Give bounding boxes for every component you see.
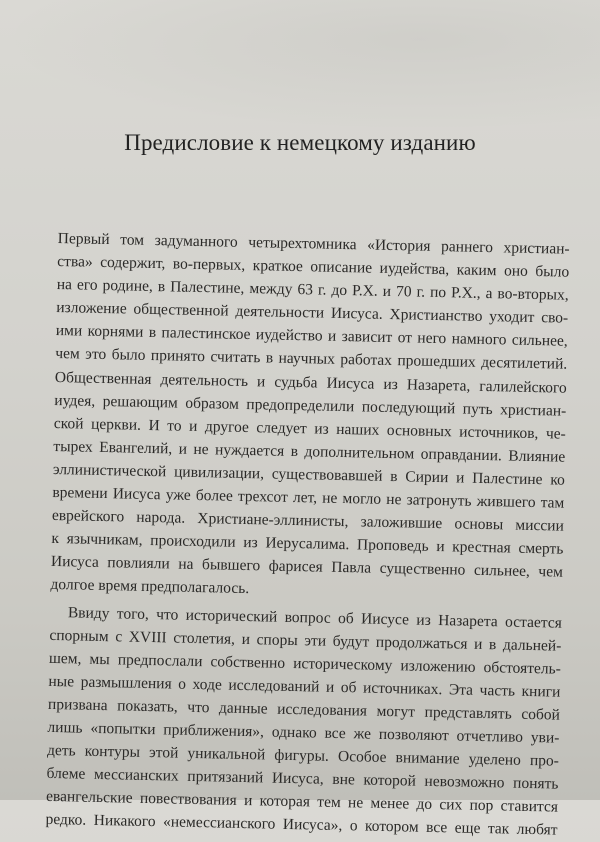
text-line: редко. Никакого «немессианского Иисуса», о котором все еще так любят bbox=[45, 811, 558, 839]
text-line: Первый том задуманного четырехтомника «История раннего христиан- bbox=[57, 229, 570, 258]
text-line: Общественная деятельность и судьба Иисуса из Назарета, галилейского bbox=[54, 368, 567, 397]
text-line: иудея, решающим образом предопределили последующий путь христиан- bbox=[54, 391, 567, 420]
text-line: долгое время предполагалось. bbox=[50, 576, 250, 598]
text-line: Ввиду того, что исторический вопрос об Иисусе из Назарета остается bbox=[67, 603, 563, 632]
body-text bbox=[45, 227, 570, 842]
text-line: шем, мы предпослали собственно историческому изложению обстоятель- bbox=[48, 649, 562, 678]
text-line: на его родине, в Палестине, между 63 г. до Р.Х. и 70 г. по Р.Х., а во-вторых, bbox=[56, 276, 569, 304]
text-line: еврейского народа. Христиане-эллинисты, заложившие основы миссии bbox=[51, 507, 565, 535]
text-line: призвана показать, что данные исследования могут представлять собой bbox=[47, 695, 561, 724]
text-line: чем это было принято считать в научных работах прошедших десятилетий. bbox=[55, 345, 568, 374]
text-line: изложение общественной деятельности Иисуса. Христианство уходит сво- bbox=[56, 299, 569, 327]
bleed-through-shadow bbox=[0, 0, 600, 130]
text-line: лишь «попытки приближения», однако все же позволяют отчетливо уви- bbox=[47, 718, 560, 747]
text-line: евангельские повествования и которая тем не менее до сих пор ставится bbox=[45, 788, 559, 816]
text-line: ской церкви. И то и другое следует из наших основных источников, че- bbox=[53, 414, 566, 443]
text-line: ими корнями в палестинское иудейство и зависит от него намного сильнее, bbox=[55, 322, 568, 351]
text-line: к язычникам, происходили из Иерусалима. Проповедь и крестная смерть bbox=[51, 530, 564, 558]
page-title: Предисловие к немецкому изданию bbox=[124, 130, 476, 155]
paragraph-1 bbox=[50, 227, 570, 607]
text-line: ные размышления о ходе исследований и об источниках. Эта часть книги bbox=[48, 672, 561, 701]
text-line: блеме мессианских притязаний Иисуса, вне которой невозможно понять bbox=[46, 765, 559, 793]
text-line: спорным с XVIII столетия, и споры эти будут продолжаться и в дальней- bbox=[49, 626, 562, 655]
text-line: тырех Евангелий, и не нуждается в дополнительном оправдании. Влияние bbox=[53, 437, 566, 466]
text-line: эллинистической цивилизации, существовавшей в Сирии и Палестине ко bbox=[52, 460, 565, 489]
text-line: Иисуса повлияли на бывшего фарисея Павла существенно сильнее, чем bbox=[50, 553, 564, 581]
text-line: ства» содержит, во-первых, краткое описание иудейства, каким оно было bbox=[57, 253, 570, 281]
paragraph-2 bbox=[45, 600, 562, 842]
text-line: деть контуры этой уникальной фигуры. Особое внимание уделено про- bbox=[46, 741, 560, 770]
text-line: времени Иисуса уже более трехсот лет, не могло не затронуть жившего там bbox=[52, 483, 565, 512]
